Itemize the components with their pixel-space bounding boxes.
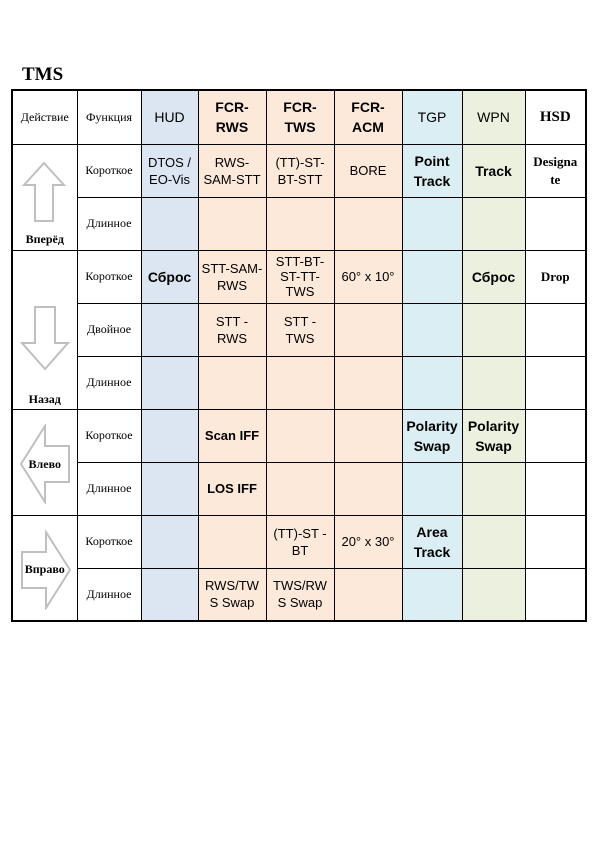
table-row bbox=[12, 197, 586, 250]
cell-empty bbox=[141, 462, 198, 515]
cell-fwd-short-tgp: Point Track bbox=[402, 144, 462, 197]
header-wpn: WPN bbox=[462, 90, 525, 144]
cell-fwd-short-hud: DTOS / EO-Vis bbox=[141, 144, 198, 197]
cell-empty bbox=[334, 409, 402, 462]
cell-empty bbox=[462, 356, 525, 409]
cell-empty bbox=[402, 568, 462, 621]
cell-empty bbox=[402, 250, 462, 303]
cell-empty bbox=[525, 462, 586, 515]
cell-empty bbox=[334, 356, 402, 409]
cell-empty bbox=[402, 356, 462, 409]
cell-back-short-hsd: Drop bbox=[525, 250, 586, 303]
cell-back-short-tws: STT-BT- ST-TT- TWS bbox=[266, 250, 334, 303]
cell-left-short-wpn: Polarity Swap bbox=[462, 409, 525, 462]
cell-right-short-acm: 20° x 30° bbox=[334, 515, 402, 568]
cell-back-short-hud: Сброс bbox=[141, 250, 198, 303]
cell-fwd-short-wpn: Track bbox=[462, 144, 525, 197]
function-short: Короткое bbox=[77, 250, 141, 303]
function-long: Длинное bbox=[77, 197, 141, 250]
cell-left-long-rws: LOS IFF bbox=[198, 462, 266, 515]
cell-empty bbox=[141, 515, 198, 568]
action-forward bbox=[12, 144, 77, 250]
cell-empty bbox=[334, 303, 402, 356]
cell-empty bbox=[334, 197, 402, 250]
cell-empty bbox=[141, 409, 198, 462]
cell-empty bbox=[525, 568, 586, 621]
cell-back-short-rws: STT-SAM- RWS bbox=[198, 250, 266, 303]
table-row bbox=[12, 568, 586, 621]
header-hud: HUD bbox=[141, 90, 198, 144]
cell-empty bbox=[402, 462, 462, 515]
cell-fwd-short-hsd: Designa te bbox=[525, 144, 586, 197]
arrow-down-icon bbox=[20, 305, 70, 371]
action-back bbox=[12, 250, 77, 409]
action-label-back: Назад bbox=[28, 391, 61, 406]
cell-empty bbox=[198, 515, 266, 568]
header-fcr-tws: FCR- TWS bbox=[266, 90, 334, 144]
cell-back-short-wpn: Сброс bbox=[462, 250, 525, 303]
function-long: Длинное bbox=[77, 462, 141, 515]
function-short: Короткое bbox=[77, 409, 141, 462]
cell-empty bbox=[402, 197, 462, 250]
cell-empty bbox=[462, 515, 525, 568]
cell-empty bbox=[266, 462, 334, 515]
cell-back-short-acm: 60° x 10° bbox=[334, 250, 402, 303]
cell-empty bbox=[462, 303, 525, 356]
table-row bbox=[12, 356, 586, 409]
cell-empty bbox=[141, 197, 198, 250]
cell-empty bbox=[402, 303, 462, 356]
table-row bbox=[12, 515, 586, 568]
cell-empty bbox=[525, 197, 586, 250]
cell-empty bbox=[525, 409, 586, 462]
header-hsd: HSD bbox=[525, 90, 586, 144]
table-row bbox=[12, 409, 586, 462]
function-long: Длинное bbox=[77, 356, 141, 409]
function-double: Двойное bbox=[77, 303, 141, 356]
cell-empty bbox=[266, 356, 334, 409]
cell-fwd-short-tws: (TT)-ST- BT-STT bbox=[266, 144, 334, 197]
cell-empty bbox=[525, 515, 586, 568]
header-tgp: TGP bbox=[402, 90, 462, 144]
arrow-up-icon bbox=[22, 161, 66, 223]
cell-empty bbox=[141, 356, 198, 409]
table-row bbox=[12, 303, 586, 356]
cell-empty bbox=[462, 462, 525, 515]
cell-right-long-rws: RWS/TW S Swap bbox=[198, 568, 266, 621]
action-label-right: Вправо bbox=[24, 561, 65, 576]
cell-fwd-short-acm: BORE bbox=[334, 144, 402, 197]
cell-left-short-tgp: Polarity Swap bbox=[402, 409, 462, 462]
cell-right-long-tws: TWS/RW S Swap bbox=[266, 568, 334, 621]
table-row bbox=[12, 250, 586, 303]
cell-fwd-short-rws: RWS- SAM-STT bbox=[198, 144, 266, 197]
header-fcr-rws: FCR- RWS bbox=[198, 90, 266, 144]
cell-empty bbox=[525, 356, 586, 409]
action-label-left: Влево bbox=[28, 456, 61, 471]
cell-back-double-rws: STT - RWS bbox=[198, 303, 266, 356]
function-short: Короткое bbox=[77, 144, 141, 197]
page-title: TMS bbox=[22, 64, 64, 85]
action-right bbox=[12, 515, 77, 621]
action-left bbox=[12, 409, 77, 515]
header-fcr-acm: FCR- ACM bbox=[334, 90, 402, 144]
action-label-forward: Вперёд bbox=[25, 231, 64, 246]
cell-empty bbox=[266, 197, 334, 250]
cell-empty bbox=[334, 462, 402, 515]
cell-empty bbox=[266, 409, 334, 462]
header-action: Действие bbox=[12, 90, 77, 144]
cell-empty bbox=[462, 568, 525, 621]
table-row bbox=[12, 144, 586, 197]
cell-back-double-tws: STT - TWS bbox=[266, 303, 334, 356]
function-long: Длинное bbox=[77, 568, 141, 621]
cell-left-short-rws: Scan IFF bbox=[198, 409, 266, 462]
cell-empty bbox=[334, 568, 402, 621]
cell-empty bbox=[525, 303, 586, 356]
header-function: Функция bbox=[77, 90, 141, 144]
cell-empty bbox=[141, 303, 198, 356]
header-row bbox=[12, 90, 586, 144]
cell-right-short-tws: (TT)-ST - BT bbox=[266, 515, 334, 568]
cell-empty bbox=[198, 356, 266, 409]
cell-empty bbox=[198, 197, 266, 250]
function-short: Короткое bbox=[77, 515, 141, 568]
cell-empty bbox=[141, 568, 198, 621]
table-row bbox=[12, 462, 586, 515]
tms-table bbox=[11, 89, 587, 622]
cell-right-short-tgp: Area Track bbox=[402, 515, 462, 568]
cell-empty bbox=[462, 197, 525, 250]
